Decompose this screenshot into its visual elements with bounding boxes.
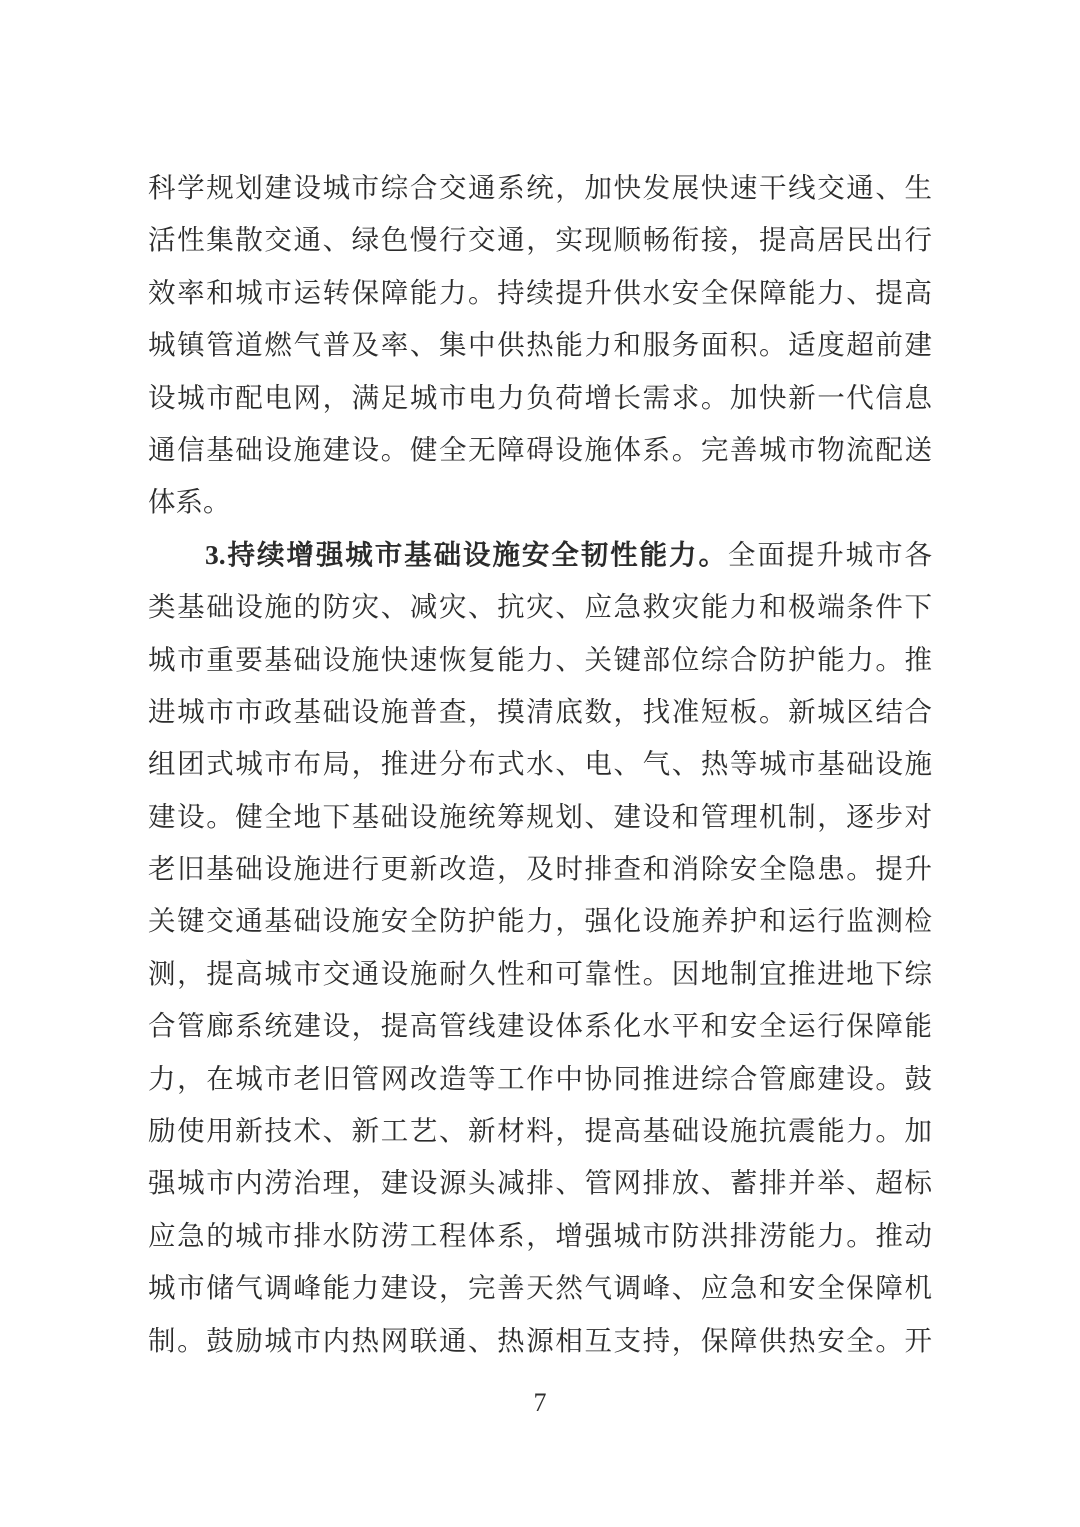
text-line [148,948,932,1000]
text-line [148,162,932,214]
text-segment: 强城市内涝治理，建设源头减排、管网排放、蓄排并举、超标 [148,1167,932,1199]
text-segment: 关键交通基础设施安全防护能力，强化设施养护和运行监测检 [148,905,932,937]
text-line [148,1157,932,1209]
text-segment: 类基础设施的防灾、减灾、抗灾、应急救灾能力和极端条件下 [148,591,932,623]
text-line [148,424,932,476]
text-segment: 活性集散交通、绿色慢行交通，实现顺畅衔接，提高居民出行 [148,224,932,256]
text-segment: 建设。健全地下基础设施统筹规划、建设和管理机制，逐步对 [148,800,932,832]
text-segment: 体系。 [148,486,231,518]
text-segment: 应急的城市排水防涝工程体系，增强城市防洪排涝能力。推动 [148,1219,932,1251]
text-line [148,686,932,738]
text-line [148,267,932,319]
text-line [148,1210,932,1262]
text-segment: 通信基础设施建设。健全无障碍设施体系。完善城市物流配送 [148,433,932,465]
text-line [148,843,932,895]
text-line [148,319,932,371]
section-heading: 3.持续增强城市基础设施安全韧性能力。 [205,538,728,570]
text-segment: 制。鼓励城市内热网联通、热源相互支持，保障供热安全。开 [148,1324,932,1356]
text-line [148,529,932,581]
text-line [148,738,932,790]
text-line [148,791,932,843]
text-segment: 城市储气调峰能力建设，完善天然气调峰、应急和安全保障机 [148,1272,932,1304]
text-segment: 测，提高城市交通设施耐久性和可靠性。因地制宜推进地下综 [148,957,932,989]
text-line [148,1053,932,1105]
text-line [148,581,932,633]
text-segment: 科学规划建设城市综合交通系统，加快发展快速干线交通、生 [148,172,932,203]
text-segment: 全面提升城市各 [727,538,932,570]
text-segment: 城市重要基础设施快速恢复能力、关键部位综合防护能力。推 [148,643,932,675]
text-segment: 设城市配电网，满足城市电力负荷增长需求。加快新一代信息 [148,381,932,413]
text-segment: 城镇管道燃气普及率、集中供热能力和服务面积。适度超前建 [148,329,932,361]
text-line [148,1105,932,1157]
text-segment: 合管廊系统建设，提高管线建设体系化水平和安全运行保障能 [148,1010,932,1042]
text-line [148,634,932,686]
document-body [148,162,932,1367]
text-line [148,214,932,266]
text-segment: 组团式城市布局，推进分布式水、电、气、热等城市基础设施 [148,748,932,780]
page-number: 7 [533,1388,547,1417]
text-segment: 老旧基础设施进行更新改造，及时排查和消除安全隐患。提升 [148,853,932,885]
text-line [148,1262,932,1314]
text-line [148,895,932,947]
text-line [148,1000,932,1052]
text-line [148,476,932,528]
text-segment: 励使用新技术、新工艺、新材料，提高基础设施抗震能力。加 [148,1115,932,1147]
text-segment: 进城市市政基础设施普查，摸清底数，找准短板。新城区结合 [148,695,932,727]
text-line [148,372,932,424]
text-segment: 效率和城市运转保障能力。持续提升供水安全保障能力、提高 [148,276,932,308]
text-segment: 力，在城市老旧管网改造等工作中协同推进综合管廊建设。鼓 [148,1062,932,1094]
text-line [148,1315,932,1367]
